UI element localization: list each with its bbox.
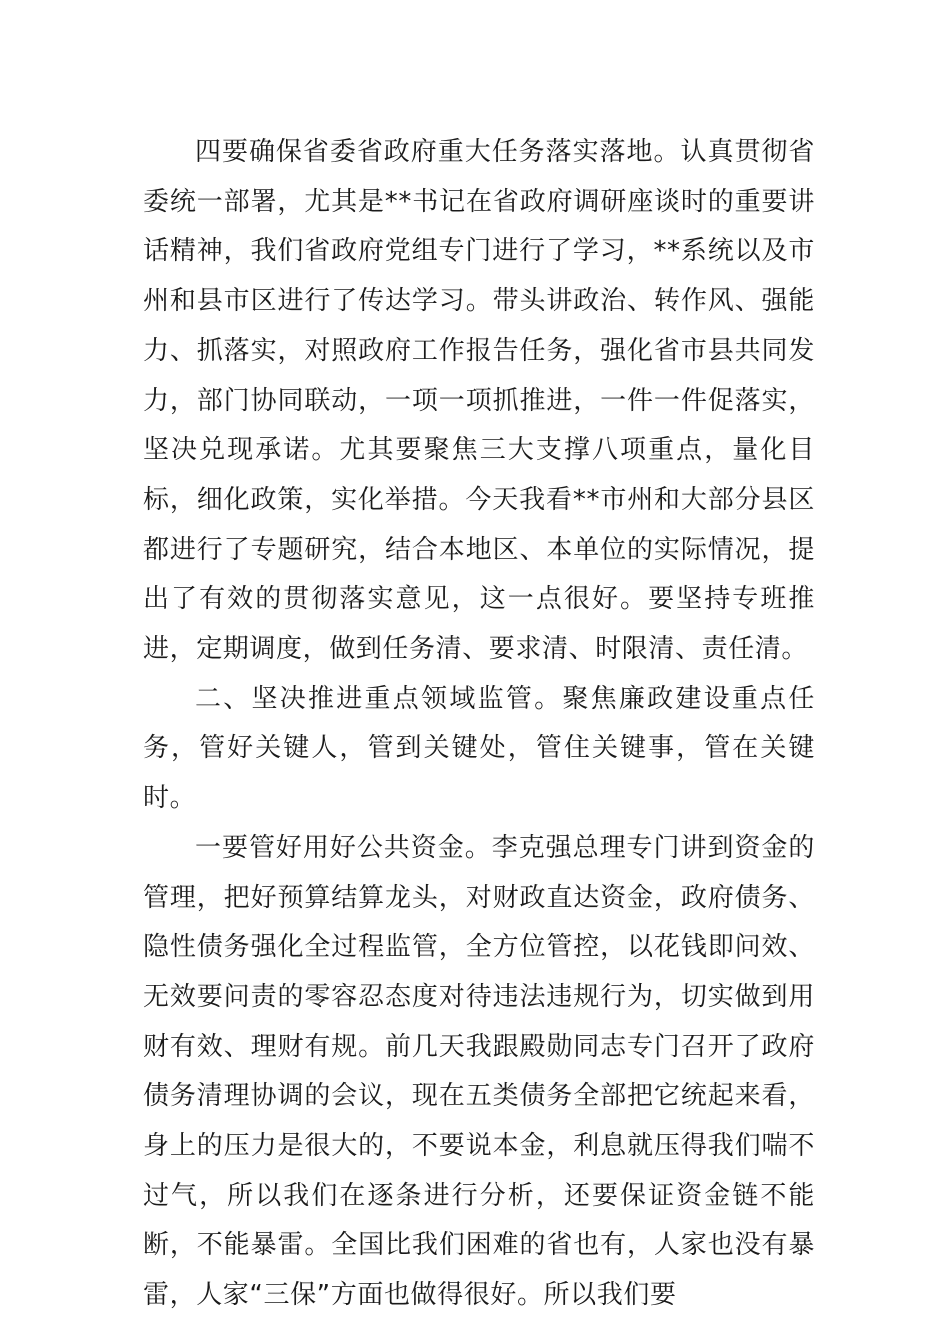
paragraph-public-funds: 一要管好用好公共资金。李克强总理专门讲到资金的管理，把好预算结算龙头，对财政直达资金，政府债务、隐性债务强化全过程监管，全方位管控，以花钱即问效、无效要问责的零容忍态度对待违法违规行为，切实做到用财有效、理财有规。前几天我跟殿勋同志专门召开了政府债务清理协调的会议，现在五类债务全部把它统起来看，身上的压力是很大的，不要说本金，利息就压得我们喘不过气，所以我们在逐条进行分析，还要保证资金链不能断，不能暴雷。全国比我们困难的省也有，人家也没有暴雷，人家“三保”方面也做得很好。所以我们要	[143, 832, 815, 1311]
paragraph-key-area-supervision: 二、坚决推进重点领域监管。聚焦廉政建设重点任务，管好关键人，管到关键处，管住关键事，管在关键时。	[143, 683, 815, 814]
document-body	[143, 128, 815, 1321]
paragraph-major-tasks: 四要确保省委省政府重大任务落实落地。认真贯彻省委统一部署，尤其是**书记在省政府调研座谈时的重要讲话精神，我们省政府党组专门进行了学习，**系统以及市州和县市区进行了传达学习。带头讲政治、转作风、强能力、抓落实，对照政府工作报告任务，强化省市县共同发力，部门协同联动，一项一项抓推进，一件一件促落实，坚决兑现承诺。尤其要聚焦三大支撑八项重点，量化目标，细化政策，实化举措。今天我看**市州和大部分县区都进行了专题研究，结合本地区、本单位的实际情况，提出了有效的贯彻落实意见，这一点很好。要坚持专班推进，定期调度，做到任务清、要求清、时限清、责任清。	[143, 137, 815, 665]
